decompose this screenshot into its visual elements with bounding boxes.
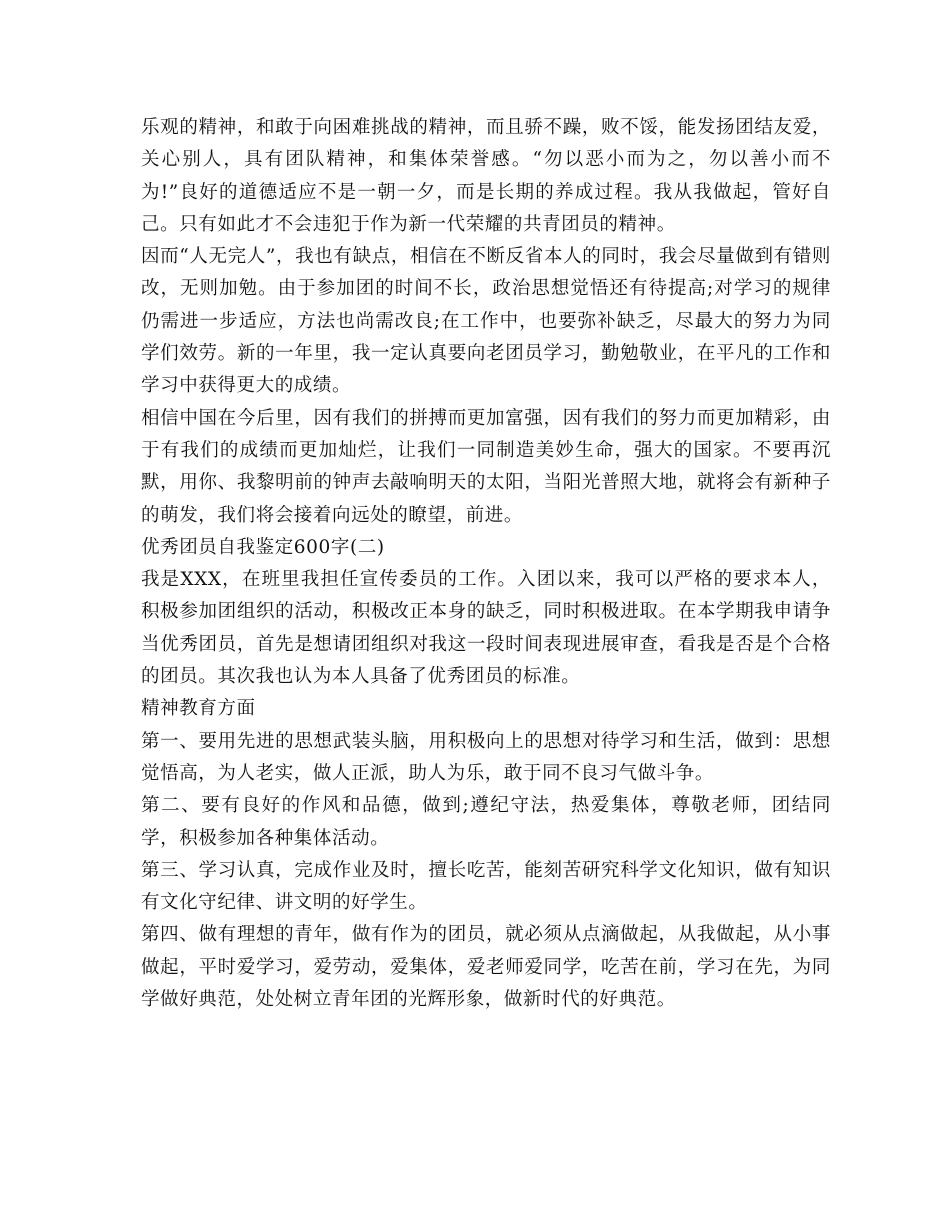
paragraph-future: 相信中国在今后里，因有我们的拼搏而更加富强，因有我们的努力而更加精彩，由于有我们的成绩而更加灿烂，让我们一同制造美妙生命，强大的国家。不要再沉默，用你、我黎明前的钟声去敲响明天的太阳，当阳光普照大地，就将会有新种子的萌发，我们将会接着向远处的瞭望，前进。 (141, 407, 831, 526)
list-item-second: 第二、要有良好的作风和品德，做到;遵纪守法，热爱集体，尊敬老师，团结同学，积极参加各种集体活动。 (141, 795, 831, 849)
paragraph-optimism: 乐观的精神，和敢于向困难挑战的精神，而且骄不躁，败不馁，能发扬团结友爱，关心别人，具有团队精神，和集体荣誉感。“勿以恶小而为之，勿以善小而不为!”良好的道德适应不是一朝一夕，而是长期的养成过程。我从我做起，管好自己。只有如此才不会违犯于作为新一代荣耀的共青团员的精神。 (141, 117, 831, 235)
list-item-first: 第一、要用先进的思想武装头脑，用积极向上的思想对待学习和生活，做到：思想觉悟高，为人老实，做人正派，助人为乐，敢于同不良习气做斗争。 (141, 730, 831, 784)
paragraph-shortcomings: 因而“人无完人”，我也有缺点，相信在不断反省本人的同时，我会尽量做到有错则改，无则加勉。由于参加团的时间不长，政治思想觉悟还有待提高;对学习的规律仍需进一步适应，方法也尚需改良;在工作中，也要弥补缺乏，尽最大的努力为同学们效劳。新的一年里，我一定认真要向老团员学习，勤勉敬业，在平凡的工作和学习中获得更大的成绩。 (141, 246, 831, 397)
subsection-heading: 精神教育方面 (141, 698, 256, 720)
document-body (141, 112, 831, 1016)
section-heading: 优秀团员自我鉴定600字(二) (141, 536, 385, 558)
list-item-fourth: 第四、做有理想的青年，做有作为的团员，就必须从点滴做起，从我做起，从小事做起，平时爱学习，爱劳动，爱集体，爱老师爱同学，吃苦在前，学习在先，为同学做好典范，处处树立青年团的光辉形象，做新时代的好典范。 (141, 924, 831, 1011)
paragraph-introduction: 我是XXX，在班里我担任宣传委员的工作。入团以来，我可以严格的要求本人，积极参加团组织的活动，积极改正本身的缺乏，同时积极进取。在本学期我申请争当优秀团员，首先是想请团组织对我这一段时间表现进展审查，看我是否是个合格的团员。其次我也认为本人具备了优秀团员的标准。 (141, 569, 831, 688)
list-item-third: 第三、学习认真，完成作业及时，擅长吃苦，能刻苦研究科学文化知识，做有知识有文化守纪律、讲文明的好学生。 (141, 859, 831, 914)
